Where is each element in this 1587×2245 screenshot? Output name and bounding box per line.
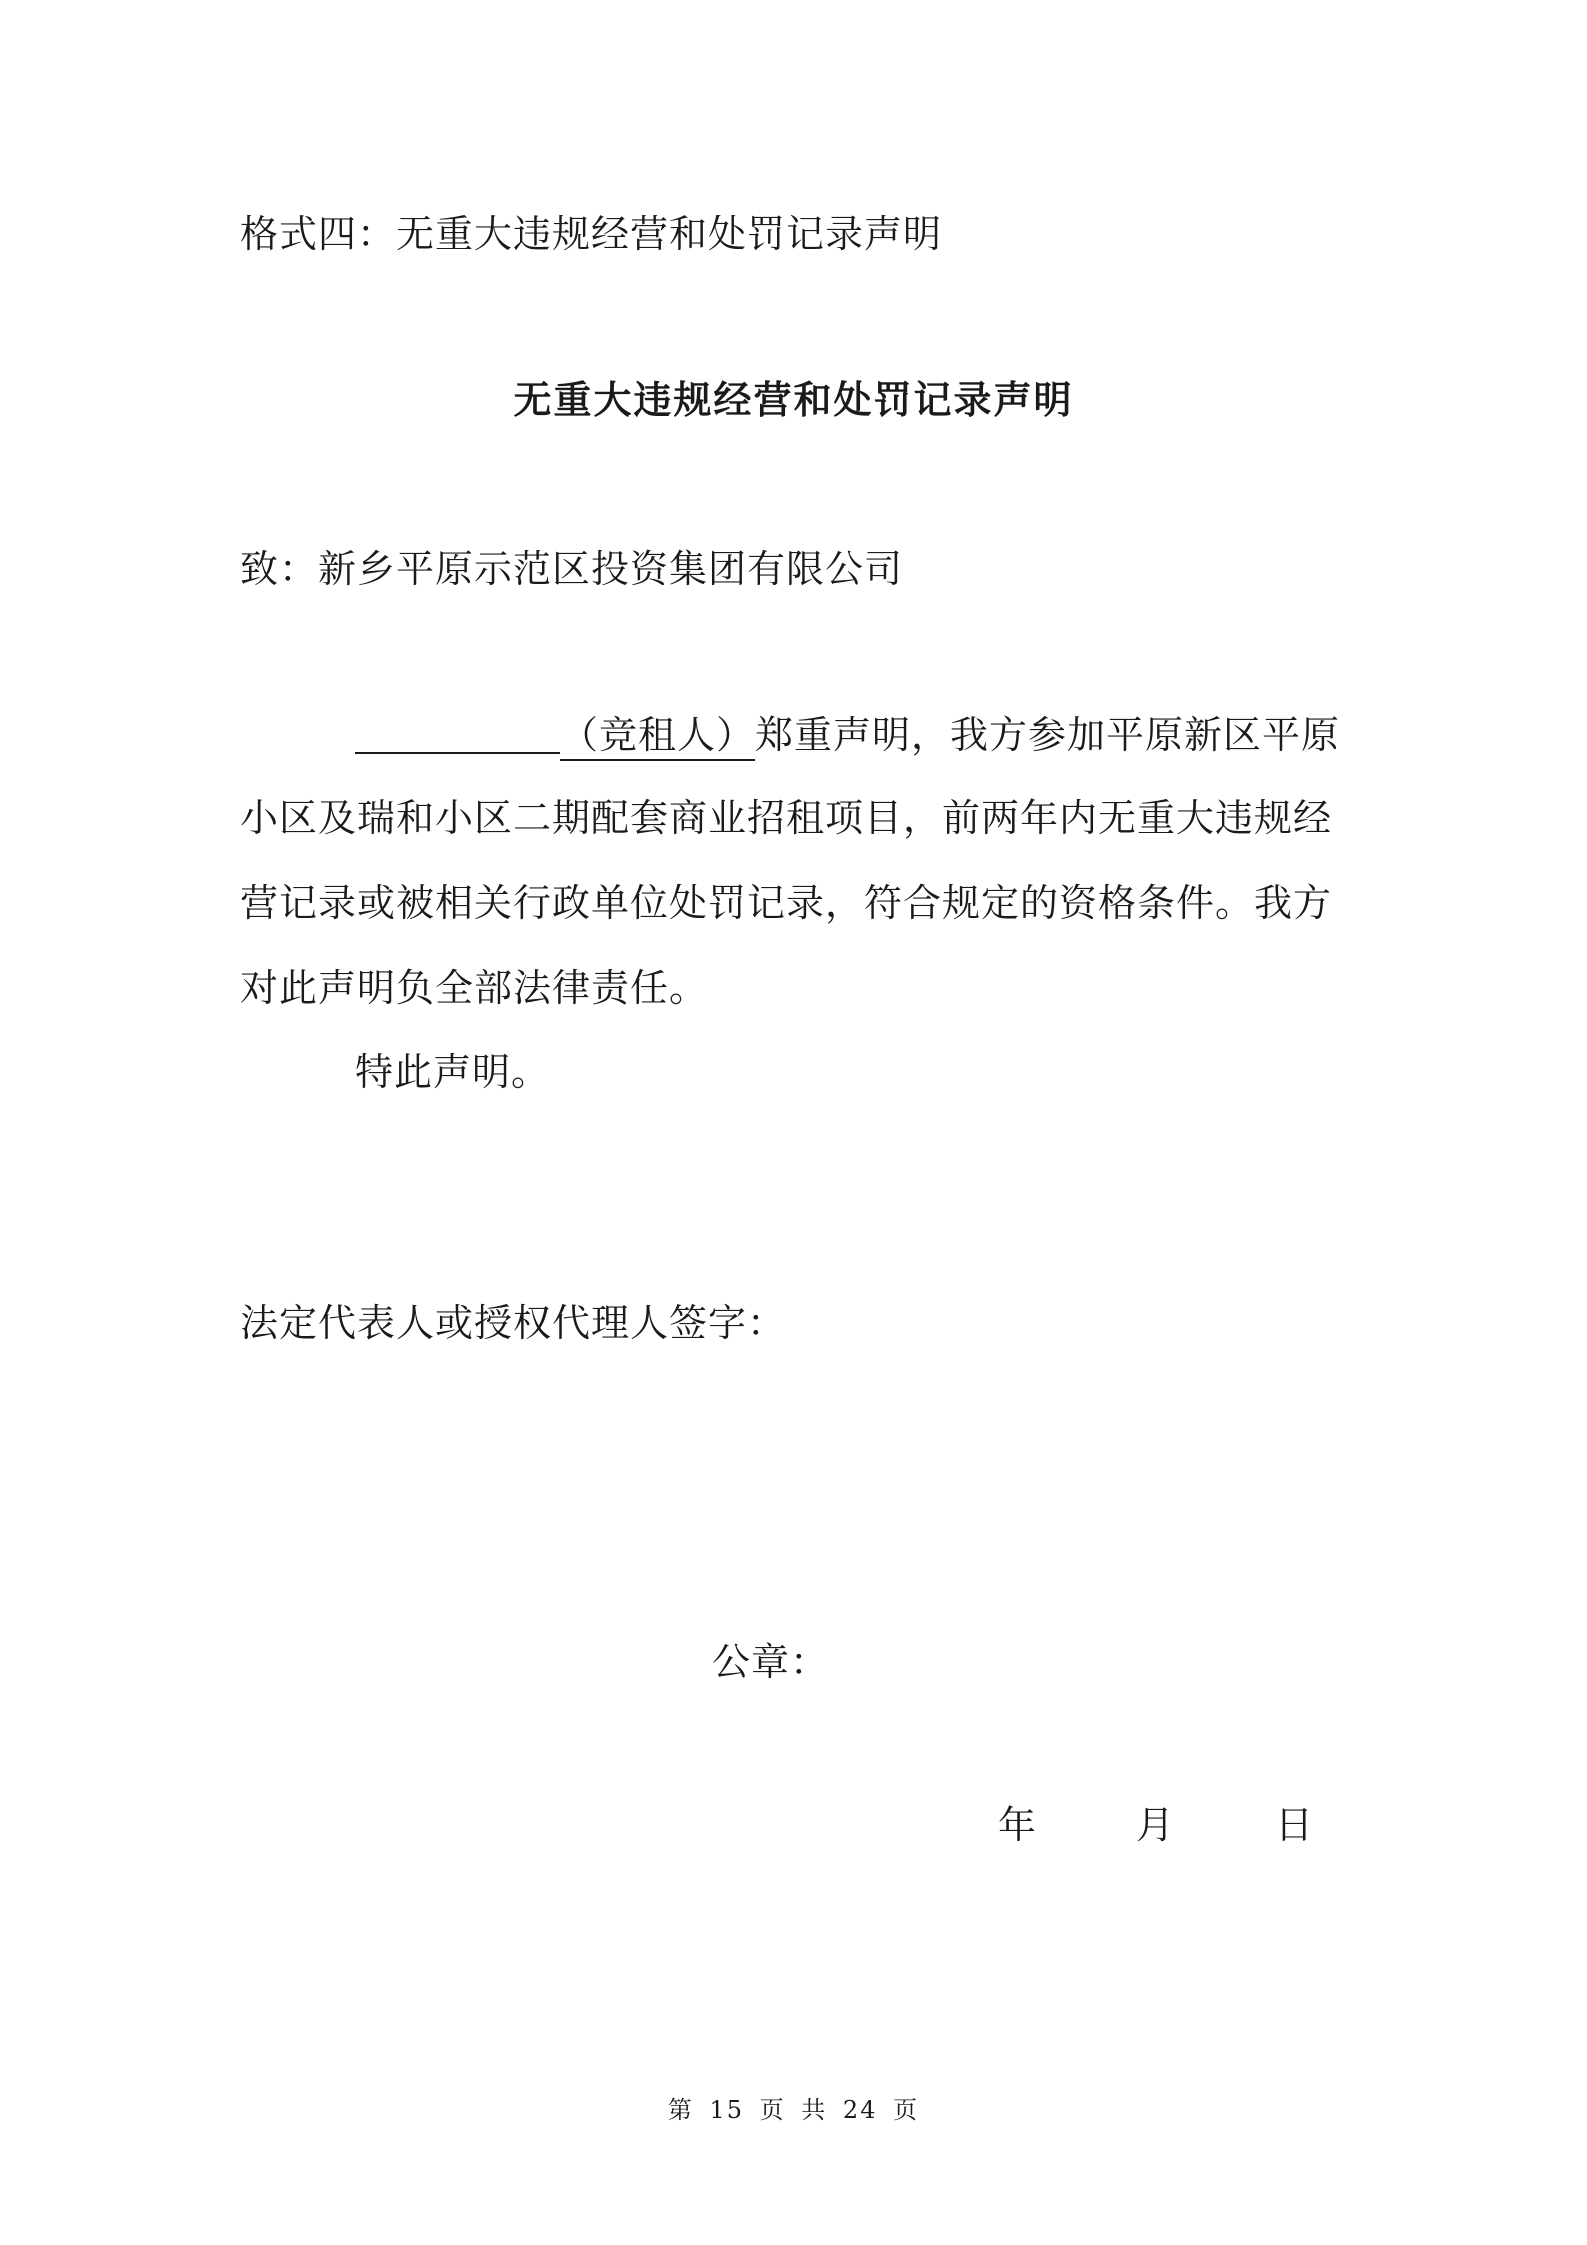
body-line-4: 对此声明负全部法律责任。 [240,966,709,1010]
format-heading: 格式四：无重大违规经营和处罚记录声明 [240,212,943,256]
date-month-label: 月 [1136,1803,1175,1847]
closing-statement: 特此声明。 [355,1050,551,1094]
addressee-line: 致：新乡平原示范区投资集团有限公司 [240,547,904,591]
date-year-label: 年 [998,1803,1037,1847]
signature-label: 法定代表人或授权代理人签字： [240,1301,787,1345]
bidder-label: （竞租人） [560,713,755,761]
bidder-name-blank[interactable] [355,712,560,754]
seal-label: 公章： [712,1640,830,1684]
body-line-2: 小区及瑞和小区二期配套商业招租项目，前两年内无重大违规经 [240,796,1333,840]
page-number-footer: 第 15 页 共 24 页 [667,2096,920,2124]
body-line-1 [355,707,1340,763]
body-line-1-text: 郑重声明，我方参加平原新区平原 [755,713,1341,757]
document-title: 无重大违规经营和处罚记录声明 [513,378,1074,422]
date-day-label: 日 [1275,1803,1314,1847]
body-line-3: 营记录或被相关行政单位处罚记录，符合规定的资格条件。我方 [240,881,1333,925]
